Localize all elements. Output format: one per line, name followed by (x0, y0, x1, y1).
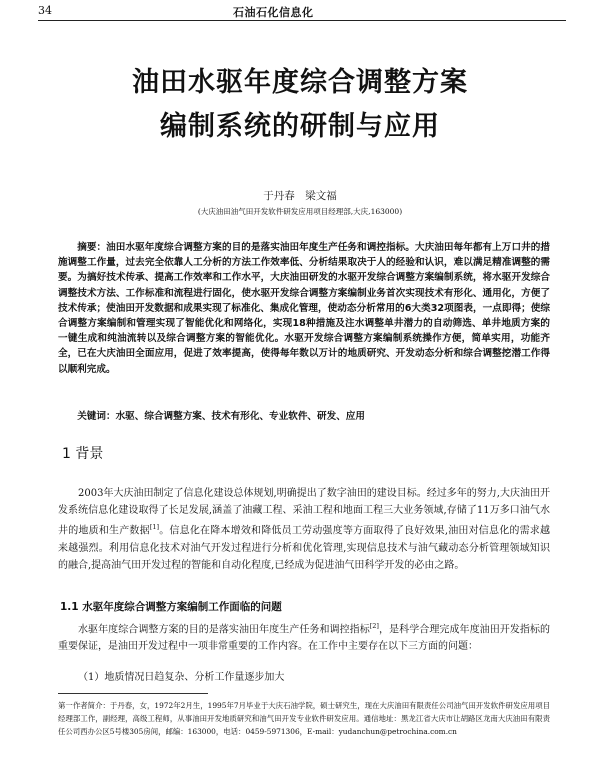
authors: 于丹春 梁文福 (263, 190, 337, 202)
paper-title-line1: 油田水驱年度综合调整方案 (132, 67, 468, 98)
paragraph-text: 。信息化在降本增效和降低员工劳动强度等方面取得了良好效果,油田对信息化的需求越来越强烈。利用信息化技术对油气开发过程进行分析和优化管理,实现信息技术与油气藏动态分析管理领域知识的融合,提高油气田开发过程的智能和自动化程度,已经成为促进油气田科学开发的必由之路。 (58, 525, 551, 572)
subsection-heading: 1.1 水驱年度综合调整方案编制工作面临的问题 (60, 601, 282, 613)
section-heading: 1 背景 (62, 446, 104, 462)
abstract-text: 油田水驱年度综合调整方案的目的是落实油田年度生产任务和调控指标。大庆油田每年都有上万口井的措施调整工作量，过去完全依靠人工分析的方法工作效率低、分析结果取决于人的经验和认识，难以满足精准调整的需要。为搞好技术传承、提高工作效率和工作水平，大庆油田研发的水驱开发综合调整方案编制系统，将水驱开发综合调整技术方法、工作标准和流程进行固化，使水驱开发综合调整方案编制业务首次实现技术有形化、通用化，方便了技术传承；使油田开发数据和成果实现了标准化、集成化管理，使动态分析常用的6大类32项图表，一点即得；使综合调整方案编制和管理实现了智能优化和网络化，实现18种措施及注水调整单井潜力的自动筛选、单井地质方案的一键生成和纯油流转以及综合调整方案的智能优化。水驱开发综合调整方案编制系统操作方便，简单实用，功能齐全，已在大庆油田全面应用，促进了效率提高，使得每年数以万计的地质研究、开发动态分析和综合调整挖潜工作得以顺利完成。 (58, 242, 551, 375)
page-number: 34 (38, 4, 52, 17)
abstract-label: 摘要： (77, 242, 107, 253)
keywords-text: 水驱、综合调整方案、技术有形化、专业软件、研发、应用 (115, 411, 365, 422)
paragraph-text: ，是科学合理完成年度油田开发指标的重要保证，是油田开发过程中一项非常重要的工作内容。在工作中主要存在以下三方面的问题： (58, 624, 551, 653)
citation: [1] (149, 523, 160, 532)
paper-title-line2: 编制系统的研制与应用 (160, 111, 440, 142)
footnote-rule (58, 693, 208, 694)
page-header (38, 4, 566, 20)
affiliation: (大庆油田油气田开发软件研发应用项目经理部,大庆,163000) (197, 207, 403, 216)
section-paragraph (58, 485, 550, 574)
abstract (58, 240, 550, 377)
paragraph-text: 2003年大庆油田制定了信息化建设总体规划,明确提出了数字油田的建设目标。经过多年的努力,大庆油田开发系统信息化建设取得了长足发展,涵盖了油藏工程、采油工程和地面工程三大业务领域,存储了11万多口油气水井的地质和生产数据 (58, 488, 550, 537)
keywords-label: 关键词： (77, 411, 116, 422)
header-rule (38, 20, 566, 21)
citation: [2] (369, 622, 379, 630)
list-item: （1）地质情况日趋复杂、分析工作量逐步加大 (78, 672, 285, 683)
paragraph-text: 水驱年度综合调整方案的目的是落实油田年度生产任务和调控指标 (78, 624, 370, 636)
journal-name: 石油石化信息化 (233, 6, 314, 19)
author-footnote: 第一作者简介：于丹春，女，1972年2月生，1995年7月毕业于大庆石油学院，硕士研究生，现在大庆油田有限责任公司油气田开发软件研发应用项目经理部工作，副经理，高级工程师，从事油田开发地质研究和油气田开发专业软件研发应用。通信地址：黑龙江省大庆市让胡路区龙南大庆油田有限责任公司西办公区5号楼305房间，邮编：163000，电话：0459-5971306，E-mail：yudanchun@petrochina.com.cn (58, 701, 550, 736)
keywords (58, 408, 550, 422)
subsection-paragraph (58, 618, 550, 655)
